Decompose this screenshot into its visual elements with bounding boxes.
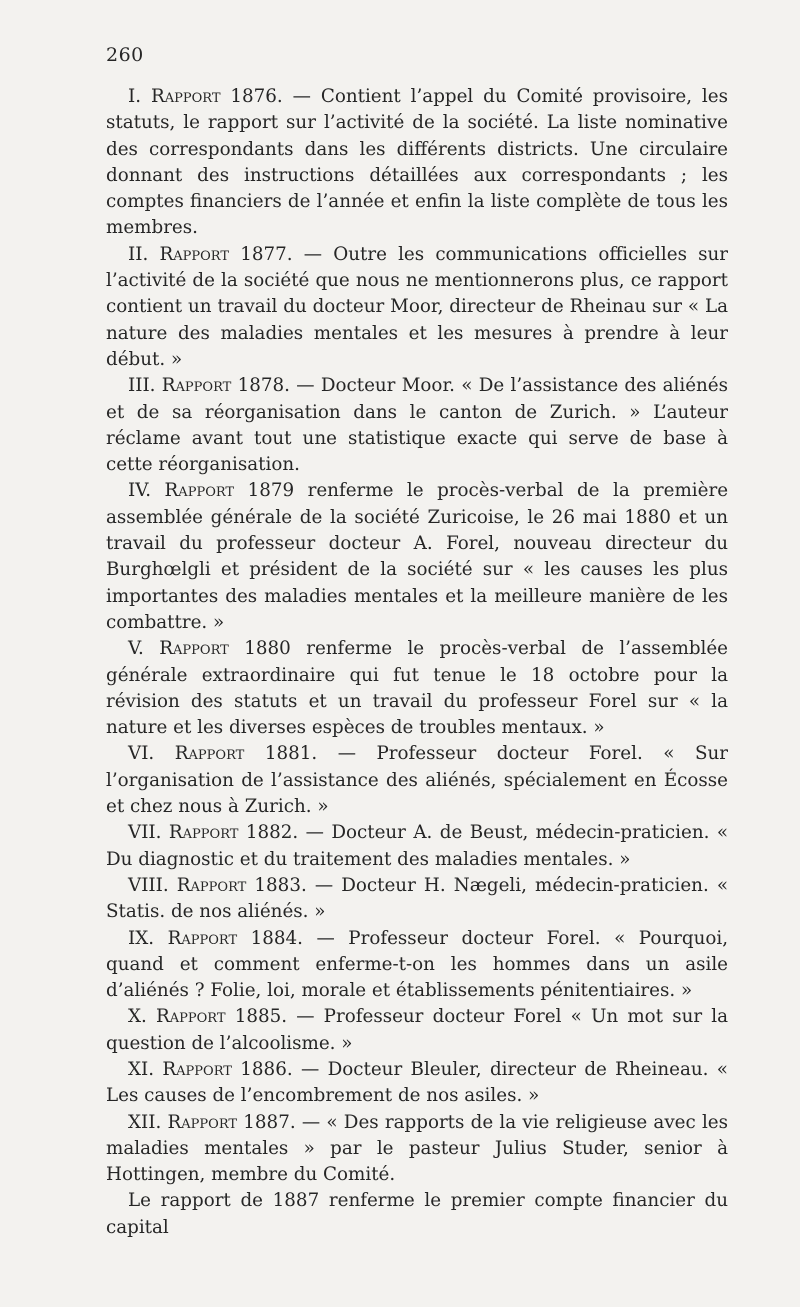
paragraph-rapport-12 (106, 1110, 728, 1189)
paragraph-number: V. (128, 638, 144, 660)
rapport-year: 1878. (237, 375, 290, 397)
paragraph-text: — Professeur docteur Forel. « Pourquoi, quand et comment enferme-t-on les hommes dans un asile d’aliénés ? Folie, loi, morale et établissements pénitentiaires. » (106, 927, 729, 1002)
paragraph-rapport-2 (106, 242, 728, 373)
rapport-year: 1883. (254, 874, 307, 896)
paragraph-number: XII. (128, 1111, 162, 1133)
paragraph-text: — Professeur docteur Forel « Un mot sur la question de l’alcoolisme. » (106, 1006, 728, 1054)
rapport-label: Rapport (167, 927, 238, 949)
paragraph-number: III. (128, 375, 156, 397)
paragraph-rapport-7 (106, 820, 728, 873)
rapport-label: Rapport (159, 243, 230, 265)
rapport-label: Rapport (164, 480, 235, 502)
paragraph-number: VI. (128, 743, 155, 765)
paragraph-rapport-8 (106, 873, 728, 926)
paragraph-number: I. (128, 86, 142, 107)
rapport-year: 1886. (240, 1058, 293, 1080)
rapport-label: Rapport (176, 874, 247, 896)
paragraph-rapport-9 (106, 926, 728, 1005)
paragraph-rapport-5 (106, 636, 728, 741)
paragraph-rapport-6 (106, 741, 728, 820)
rapport-year: 1881. (264, 743, 318, 765)
paragraph-text: — Professeur docteur Forel. « Sur l’organisation de l’assistance des aliénés, spécialement en Écosse et chez nous à Zurich. » (106, 743, 728, 818)
rapport-label: Rapport (168, 822, 239, 844)
paragraph-rapport-10 (106, 1004, 728, 1057)
page-number: 260 (106, 44, 144, 66)
rapport-label: Rapport (167, 1111, 238, 1133)
rapport-year: 1879 (247, 480, 295, 502)
paragraph-number: IX. (128, 927, 155, 949)
paragraph-number: IV. (128, 480, 152, 502)
rapport-year: 1877. (240, 243, 293, 265)
rapport-year: 1880 (244, 638, 291, 660)
paragraph-text: renferme le procès-verbal de l’assemblée générale extraordinaire qui fut tenue le 18 octobre pour la révision des statuts et un travail du professeur Forel sur « la nature et les diverses espèces de troubles mentaux. » (106, 638, 729, 739)
paragraph-text: — Docteur H. Nægeli, médecin-praticien. « Statis. de nos aliénés. » (106, 874, 729, 923)
paragraph-number: VII. (128, 822, 162, 844)
paragraph-text: — Docteur A. de Beust, médecin-praticien. « Du diagnostic et du traitement des maladies mentales. » (106, 822, 729, 870)
body-text (106, 84, 728, 1241)
rapport-label: Rapport (159, 638, 229, 660)
paragraph-text: — « Des rapports de la vie religieuse avec les maladies mentales » par le pasteur Julius Studer, senior à Hottingen, membre du Comité. (106, 1111, 728, 1186)
paragraph-number: II. (128, 243, 149, 265)
closing-paragraph: Le rapport de 1887 renferme le premier compte financier du capital (106, 1190, 728, 1238)
paragraph-number: X. (128, 1006, 147, 1028)
rapport-year: 1885. (234, 1006, 288, 1028)
paragraph-rapport-3 (106, 373, 728, 478)
paragraph-number: VIII. (128, 874, 169, 896)
paragraph-rapport-1 (106, 84, 728, 242)
rapport-year: 1882. (245, 822, 299, 844)
rapport-year: 1876. (230, 86, 283, 107)
rapport-year: 1887. (243, 1111, 296, 1133)
paragraph-number: XI. (128, 1058, 155, 1080)
rapport-label: Rapport (150, 86, 221, 107)
rapport-year: 1884. (250, 927, 303, 949)
paragraph-text: renferme le procès-verbal de la première assemblée générale de la société Zuricoise, le 26 mai 1880 et un travail du professeur docteur A. Forel, nouveau directeur du Burghœlgli et président de la société sur « les causes les plus importantes des maladies mentales et la meilleure manière de les combattre. » (106, 480, 729, 633)
rapport-label: Rapport (174, 743, 245, 765)
paragraph-rapport-11 (106, 1057, 728, 1110)
rapport-label: Rapport (161, 375, 232, 397)
paragraph-text: — Contient l’appel du Comité provisoire, les statuts, le rapport sur l’activité de la société. La liste nominative des correspondants dans les différents districts. Une circulaire donnant des instructions détaillées aux correspondants ; les comptes financiers de l’année et enfin la liste complète de tous les membres. (106, 86, 728, 239)
paragraph-text: — Docteur Bleuler, directeur de Rheineau. « Les causes de l’encombrement de nos asiles. » (106, 1058, 728, 1107)
rapport-label: Rapport (156, 1006, 226, 1028)
rapport-label: Rapport (162, 1058, 232, 1080)
paragraph-text: — Docteur Moor. « De l’assistance des aliénés et de sa réorganisation dans le canton de Zurich. » L’auteur réclame avant tout une statistique exacte qui serve de base à cette réorganisation. (106, 375, 729, 476)
paragraph-rapport-4 (106, 478, 728, 636)
paragraph-text: — Outre les communications officielles sur l’activité de la société que nous ne mentionnerons plus, ce rapport contient un travail du docteur Moor, directeur de Rheinau sur « La nature des maladies mentales et les mesures à prendre à leur début. » (106, 243, 729, 370)
